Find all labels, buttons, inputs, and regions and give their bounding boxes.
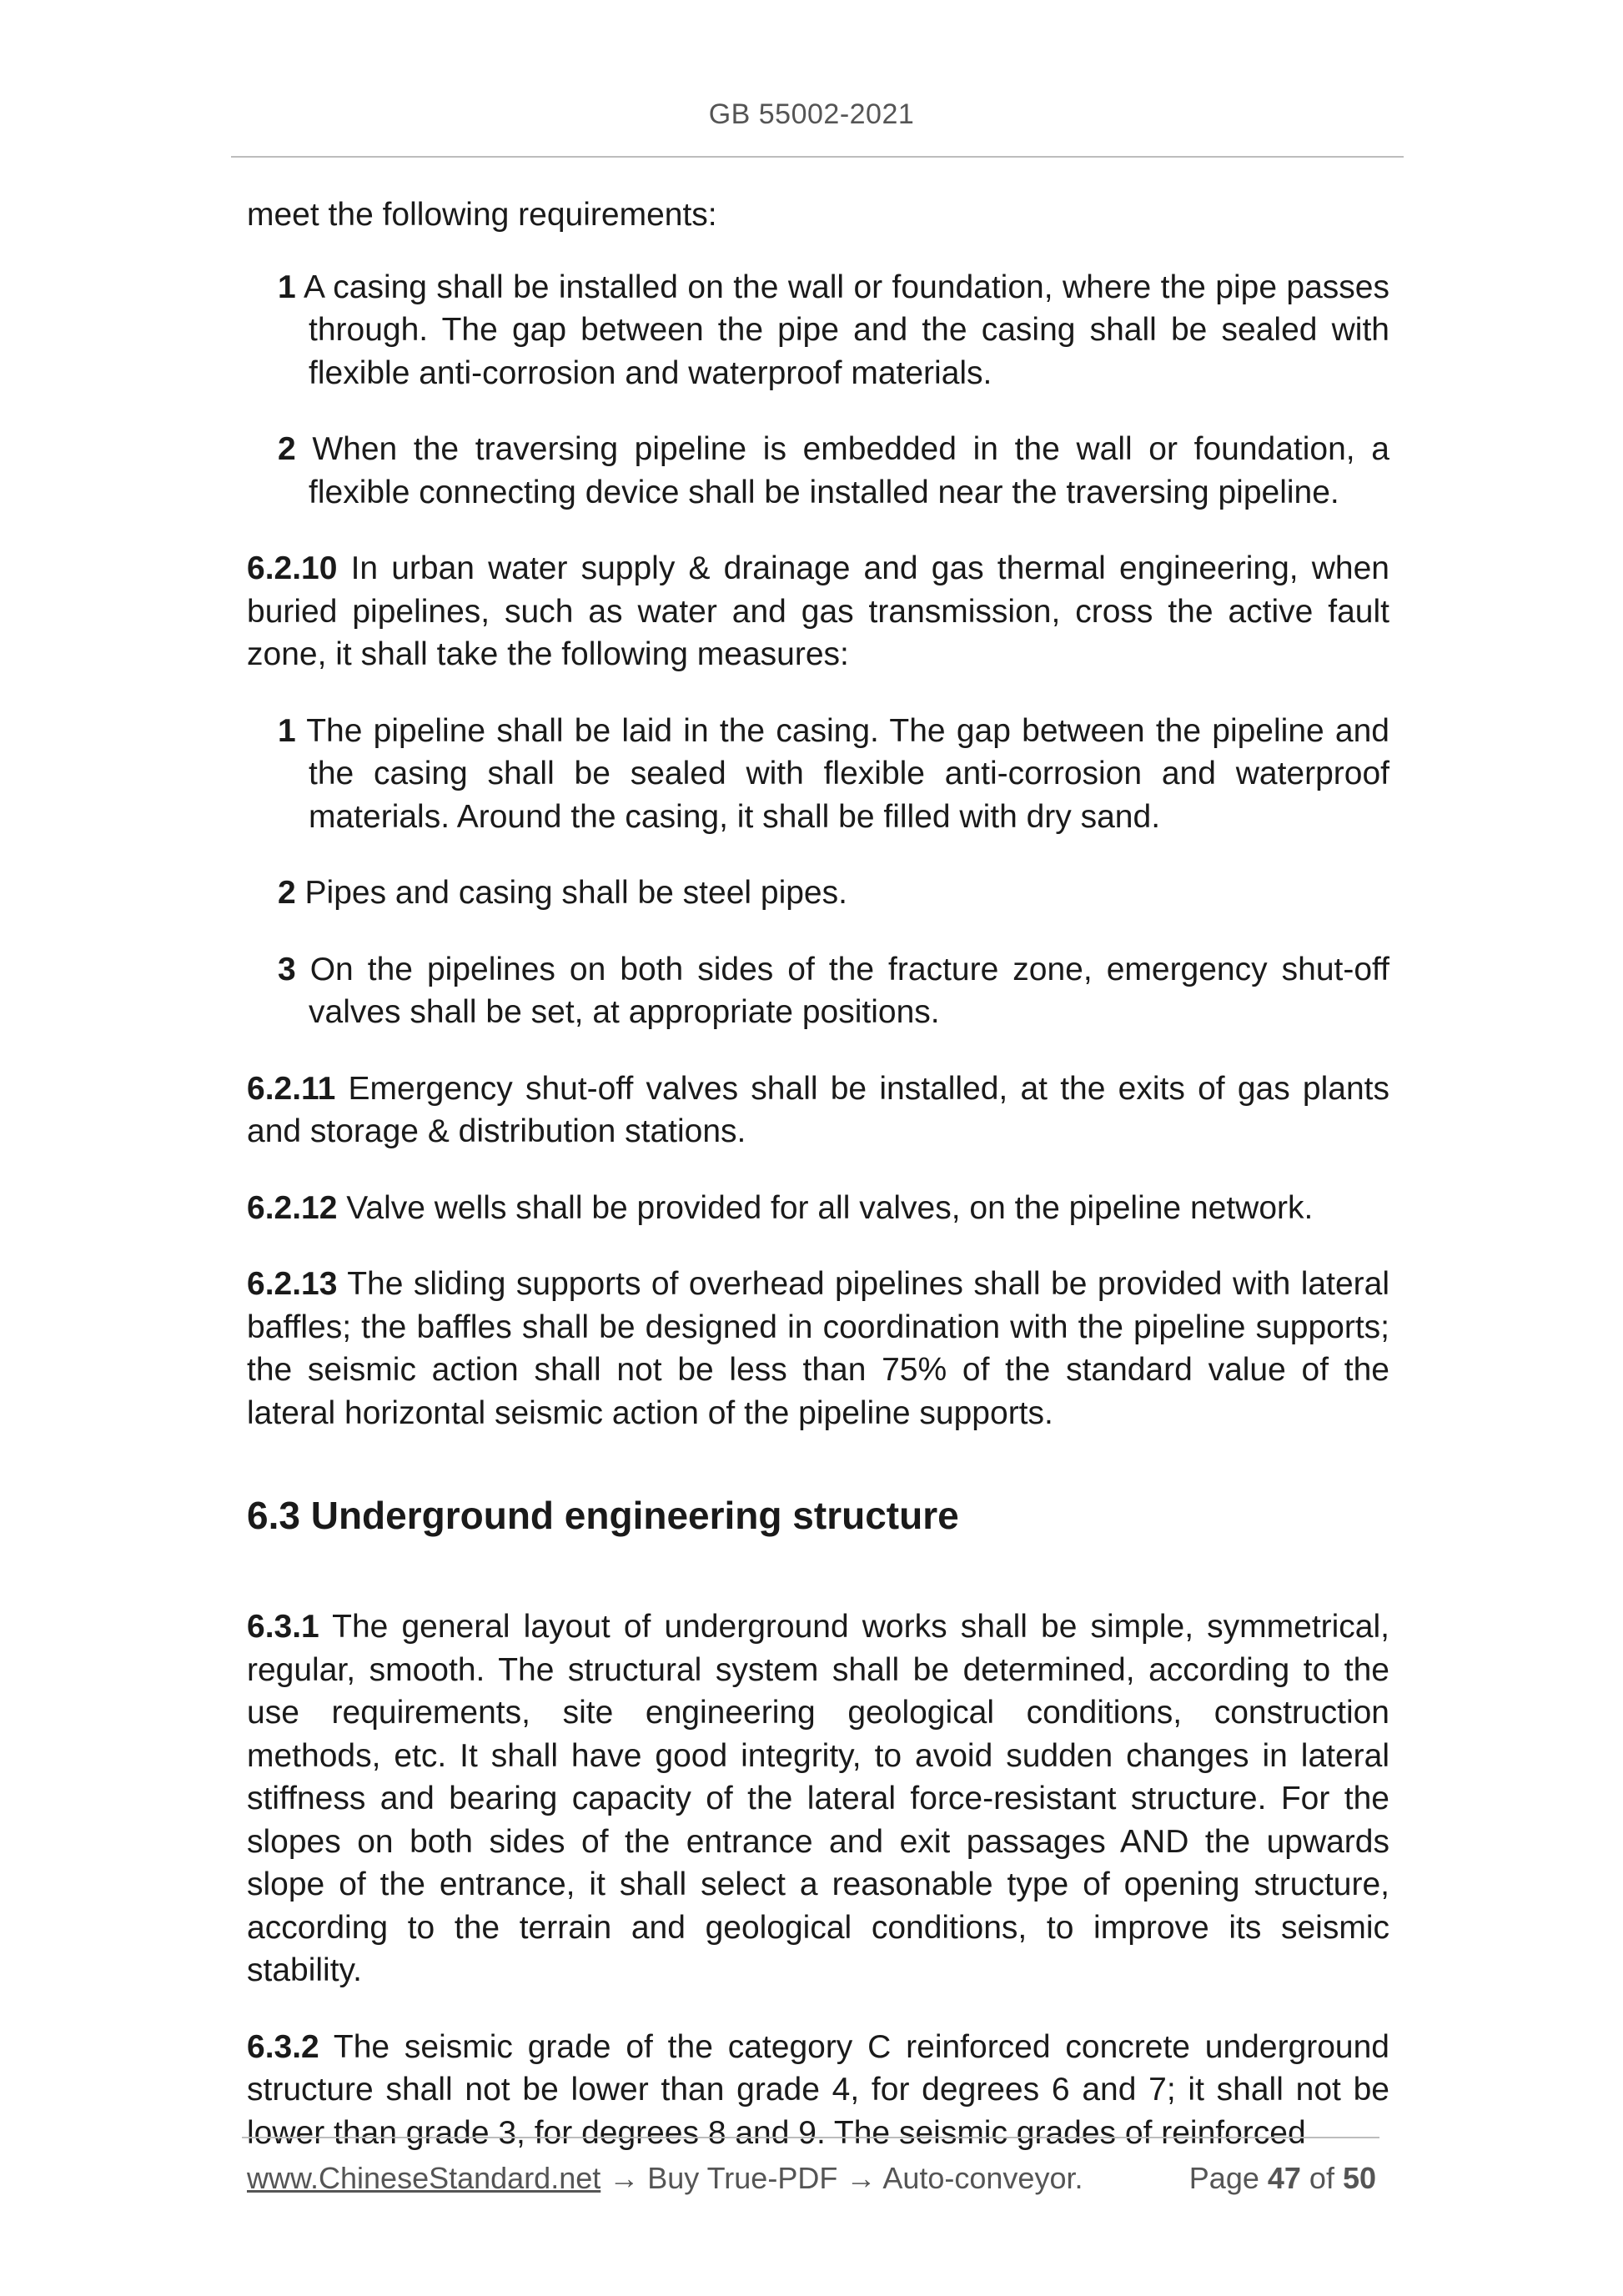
clause-6-2-10 <box>247 547 1389 676</box>
clause-6-2-11 <box>247 1068 1389 1153</box>
clause-6-3-1 <box>247 1605 1389 1992</box>
item-text: Pipes and casing shall be steel pipes. <box>295 875 847 911</box>
page-label: Page <box>1188 2161 1268 2195</box>
clause-text: The sliding supports of overhead pipelines shall be provided with lateral baffles; the baffles shall be designed in coordination with the pipeline supports; the seismic action shall not be less than 75% of the standard value of the lateral horizontal seismic action of the pipeline supports. <box>247 1266 1389 1431</box>
clause-6-2-12 <box>247 1187 1389 1230</box>
page-indicator <box>1189 2161 1376 2196</box>
document-header: GB 55002-2021 <box>708 98 915 130</box>
footer-nav-text: → Buy True-PDF → Auto-conveyor. <box>600 2161 1083 2195</box>
item-number: 2 <box>278 431 296 467</box>
clause-text: The seismic grade of the category C reinforced concrete underground structure shall not be lower than grade 4, for degrees 6 and 7; it shall not be lower than grade 3, for degrees 8 and 9. The seismic grades of reinforced <box>247 2028 1389 2151</box>
item-text: On the pipelines on both sides of the fracture zone, emergency shut-off valves shall be set, at appropriate positions. <box>295 951 1389 1030</box>
clause-number: 6.2.12 <box>247 1189 338 1226</box>
item-text: The pipeline shall be laid in the casing. The gap between the pipeline and the casing shall be sealed with flexible anti-corrosion and waterproof materials. Around the casing, it shall be filled with dry sand. <box>295 712 1389 835</box>
item-text: When the traversing pipeline is embedded in the wall or foundation, a flexible connecting device shall be installed near the traversing pipeline. <box>295 431 1389 510</box>
page-footer <box>247 2161 1376 2196</box>
page-number: 47 <box>1267 2161 1301 2195</box>
clause-number: 6.2.10 <box>247 550 338 586</box>
clause-number: 6.3.2 <box>247 2028 319 2065</box>
list-item <box>278 266 1389 395</box>
header-divider <box>231 156 1404 158</box>
clause-number: 6.3.1 <box>247 1609 319 1645</box>
website-link[interactable]: www.ChineseStandard.net <box>247 2161 601 2195</box>
page-content <box>247 193 1389 2188</box>
clause-6-3-2 <box>247 2026 1389 2155</box>
item-number: 3 <box>278 951 296 987</box>
footer-divider <box>242 2137 1379 2138</box>
item-number: 2 <box>278 875 296 911</box>
list-item <box>278 710 1389 839</box>
of-label: of <box>1300 2161 1343 2195</box>
clause-number: 6.2.11 <box>247 1070 336 1107</box>
clause-text: The general layout of underground works shall be simple, symmetrical, regular, smooth. The structural system shall be determined, according to the use requirements, site engineering geological conditions, construction methods, etc. It shall have good integrity, to avoid sudden changes in lateral stiffness and bearing capacity of the lateral force-resistant structure. For the slopes on both sides of the entrance and exit passages AND the upwards slope of the entrance, it shall select a reasonable type of opening structure, according to the terrain and geological conditions, to improve its seismic stability. <box>247 1609 1389 1988</box>
list-item <box>278 948 1389 1034</box>
item-number: 1 <box>278 269 296 305</box>
clause-text: Valve wells shall be provided for all valves, on the pipeline network. <box>337 1189 1314 1226</box>
section-heading: 6.3 Underground engineering structure <box>247 1494 959 1537</box>
clause-text: Emergency shut-off valves shall be installed, at the exits of gas plants and storage & distribution stations. <box>247 1070 1389 1149</box>
list-item <box>278 428 1389 514</box>
item-text: A casing shall be installed on the wall or foundation, where the pipe passes through. The gap between the pipe and the casing shall be sealed with flexible anti-corrosion and waterproof materials. <box>295 269 1389 391</box>
clause-text: In urban water supply & drainage and gas thermal engineering, when buried pipelines, such as water and gas transmission, cross the active fault zone, it shall take the following measures: <box>247 550 1389 672</box>
intro-line: meet the following requirements: <box>247 197 717 233</box>
page-total: 50 <box>1342 2161 1376 2195</box>
clause-number: 6.2.13 <box>247 1266 338 1302</box>
item-number: 1 <box>278 712 296 749</box>
clause-6-2-13 <box>247 1263 1389 1434</box>
list-item <box>278 872 1389 915</box>
